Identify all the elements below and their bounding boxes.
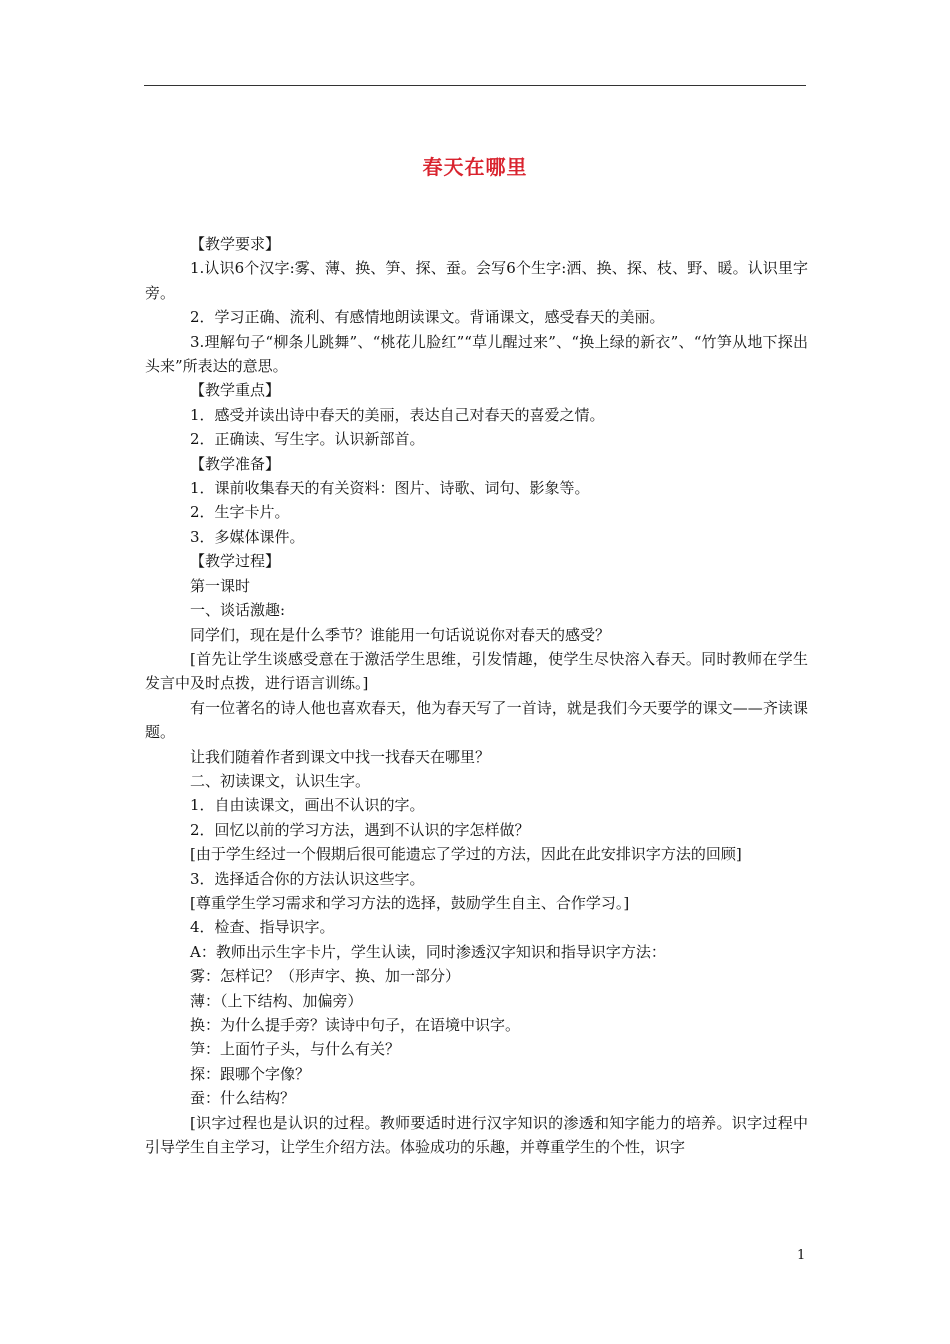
paragraph: [首先让学生谈感受意在于激活学生思维，引发情趣，使学生尽快溶入春天。同时教师在学生发言中及时点拨，进行语言训练。] <box>145 649 808 693</box>
paragraph: 3.理解句子“柳条儿跳舞”、“桃花儿脸红”“草儿醒过来”、“换上绿的新衣”、“竹笋从地下探出头来”所表达的意思。 <box>145 332 808 376</box>
paragraph: A：教师出示生字卡片，学生认读，同时渗透汉字知识和指导识字方法： <box>190 942 666 961</box>
paragraph: 4．检查、指导识字。 <box>190 918 335 937</box>
paragraph: 1．课前收集春天的有关资料：图片、诗歌、词句、影象等。 <box>190 479 590 498</box>
paragraph: 有一位著名的诗人他也喜欢春天，他为春天写了一首诗，就是我们今天要学的课文——齐读课题。 <box>145 698 808 742</box>
paragraph: 二、初读课文，认识生字。 <box>190 771 371 790</box>
page-number: 1 <box>797 1248 806 1263</box>
paragraph: 蚕：什么结构？ <box>190 1089 296 1108</box>
paragraph: 2．学习正确、流利、有感情地朗读课文。背诵课文，感受春天的美丽。 <box>190 308 665 327</box>
section-heading: 【教学准备】 <box>190 454 281 473</box>
paragraph: [识字过程也是认识的过程。教师要适时进行汉字知识的渗透和知字能力的培养。识字过程中引导学生自主学习，让学生介绍方法。体验成功的乐趣，并尊重学生的个性，识字 <box>145 1113 808 1157</box>
page-title: 春天在哪里 <box>422 155 528 179</box>
paragraph: [尊重学生学习需求和学习方法的选择，鼓励学生自主、合作学习。] <box>190 893 630 912</box>
section-heading: 【教学要求】 <box>190 235 281 253</box>
paragraph: 让我们随着作者到课文中找一找春天在哪里？ <box>190 747 491 766</box>
paragraph: 一、谈话激趣: <box>190 601 286 620</box>
paragraph: 1.认识6个汉字:雾、薄、换、笋、探、蚕。会写6个生字:洒、换、探、枝、野、暖。认识里字旁。 <box>145 259 808 302</box>
paragraph: 2．生字卡片。 <box>190 503 290 522</box>
paragraph: 同学们，现在是什么季节？谁能用一句话说说你对春天的感受？ <box>190 625 611 644</box>
paragraph: 换：为什么提手旁？读诗中句子，在语境中识字。 <box>190 1016 521 1034</box>
section-heading: 【教学过程】 <box>190 552 281 571</box>
paragraph: 第一课时 <box>190 576 251 595</box>
section-heading: 【教学重点】 <box>190 381 281 400</box>
paragraph: 笋：上面竹子头，与什么有关？ <box>190 1040 401 1059</box>
paragraph: 薄：（上下结构、加偏旁） <box>190 991 363 1010</box>
paragraph: 3．选择适合你的方法认识这些字。 <box>190 869 425 888</box>
header-rule <box>144 85 806 86</box>
paragraph: [由于学生经过一个假期后很可能遗忘了学过的方法，因此在此安排识字方法的回顾] <box>190 845 742 864</box>
paragraph: 3．多媒体课件。 <box>190 527 305 546</box>
document-body <box>145 232 808 1159</box>
paragraph: 探：跟哪个字像？ <box>190 1064 311 1083</box>
paragraph: 2．正确读、写生字。认识新部首。 <box>190 430 425 449</box>
paragraph: 1．感受并读出诗中春天的美丽，表达自己对春天的喜爱之情。 <box>190 405 605 424</box>
paragraph: 2．回忆以前的学习方法，遇到不认识的字怎样做？ <box>190 820 530 839</box>
paragraph: 1．自由读课文，画出不认识的字。 <box>190 796 425 815</box>
paragraph: 雾：怎样记？（形声字、换、加一部分） <box>190 967 461 986</box>
